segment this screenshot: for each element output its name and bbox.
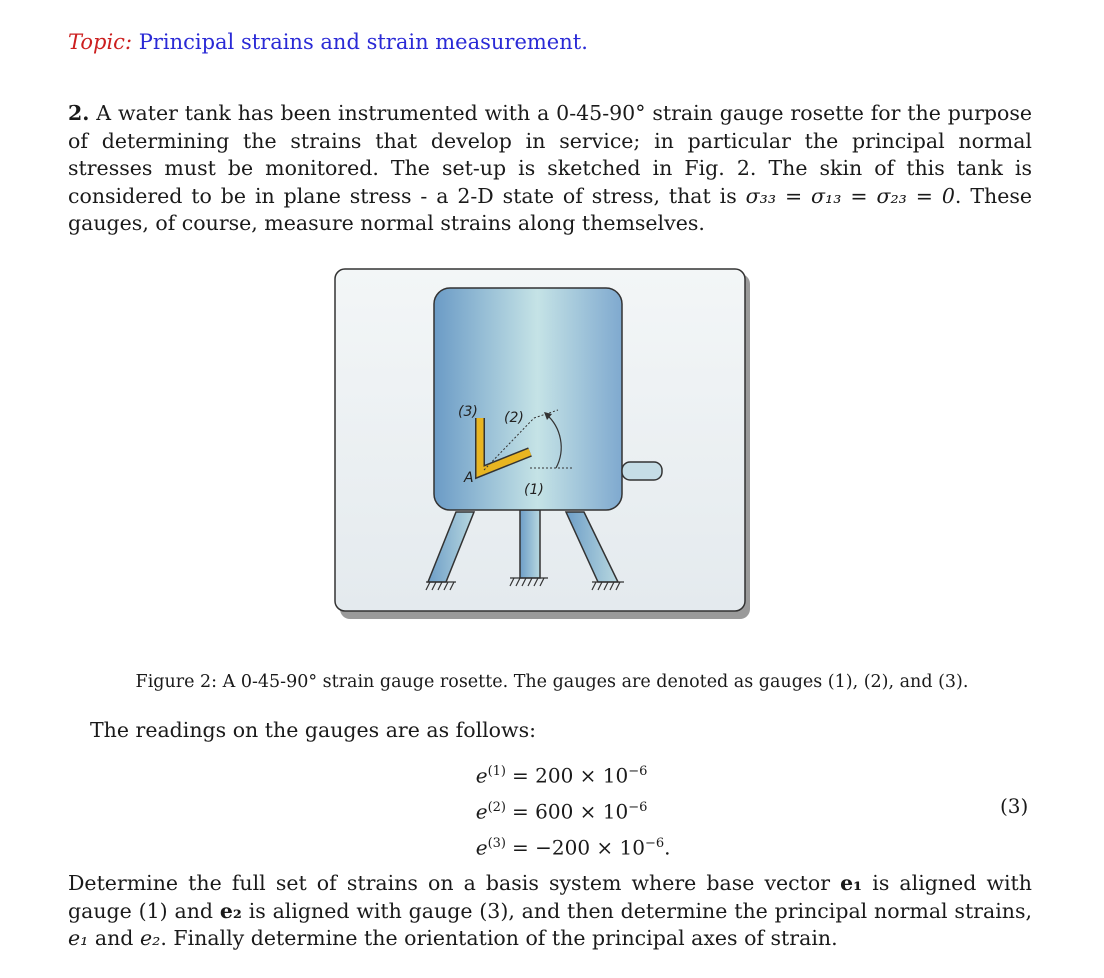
tank-outlet-pipe — [622, 462, 662, 480]
problem-text-1: A water tank has been instrumented with a 0-45-90° strain gauge rosette for the purpose of determining the strains that develop in service; in particular the principal normal stresses must be monitored. The set-up is sketched in Fig. 2. The skin of this tank is considered to be in plane stress - a 2-D state of stress, that is — [68, 101, 1032, 208]
question-text: Determine the full set of strains on a basis system where base vector e₁ is aligned with gauge (1) and e₂ is aligned with gauge (3), and then determine the principal normal strains, e₁ and e₂. Finally determine the orientation of the principal axes of strain. — [68, 871, 1032, 950]
gauge-3-label: (3) — [458, 404, 478, 420]
eq-lhs: $e^{(3)}$ — [475, 835, 506, 860]
principal-strain-e2: e₂ — [139, 926, 161, 950]
topic-text: Principal strains and strain measurement. — [138, 30, 588, 54]
tank-body — [434, 288, 622, 510]
principal-strain-e1: e₁ — [68, 926, 89, 950]
readings-intro: The readings on the gauges are as follows: — [90, 718, 536, 742]
equation-row — [440, 790, 671, 826]
basis-vector-e2: e₂ — [219, 898, 242, 923]
figure-rosette — [334, 268, 754, 624]
problem-statement — [68, 100, 1032, 238]
equation-number: (3) — [1000, 794, 1029, 818]
eq-lhs: $e^{(1)}$ — [475, 763, 506, 788]
problem-text-2: . These gauges, of course, measure normal strains along themselves. — [68, 183, 1032, 235]
equation-block — [440, 754, 671, 862]
tank-leg-middle — [520, 510, 540, 578]
gauge-1-label: (1) — [524, 482, 544, 498]
point-a-label: A — [464, 470, 474, 486]
basis-vector-e1: e₁ — [840, 871, 863, 895]
equation-row — [440, 754, 671, 790]
equation-row — [440, 826, 671, 862]
eq-rhs: = $-200 \times 10^{-6}$. — [512, 835, 671, 860]
gauge-2-label: (2) — [504, 410, 524, 426]
eq-rhs: = $200 \times 10^{-6}$ — [512, 763, 648, 788]
tank-diagram — [334, 268, 754, 624]
eq-lhs: $e^{(2)}$ — [475, 799, 506, 824]
stress-condition: σ₃₃ = σ₁₃ = σ₂₃ = 0 — [745, 183, 955, 208]
figure-caption: Figure 2: A 0-45-90° strain gauge rosette. The gauges are denoted as gauges (1), (2), and (3). — [135, 672, 969, 692]
problem-number: 2. — [68, 101, 90, 125]
topic-line — [68, 28, 588, 56]
topic-label: Topic: — [68, 30, 133, 54]
eq-rhs: = $600 \times 10^{-6}$ — [512, 799, 648, 824]
